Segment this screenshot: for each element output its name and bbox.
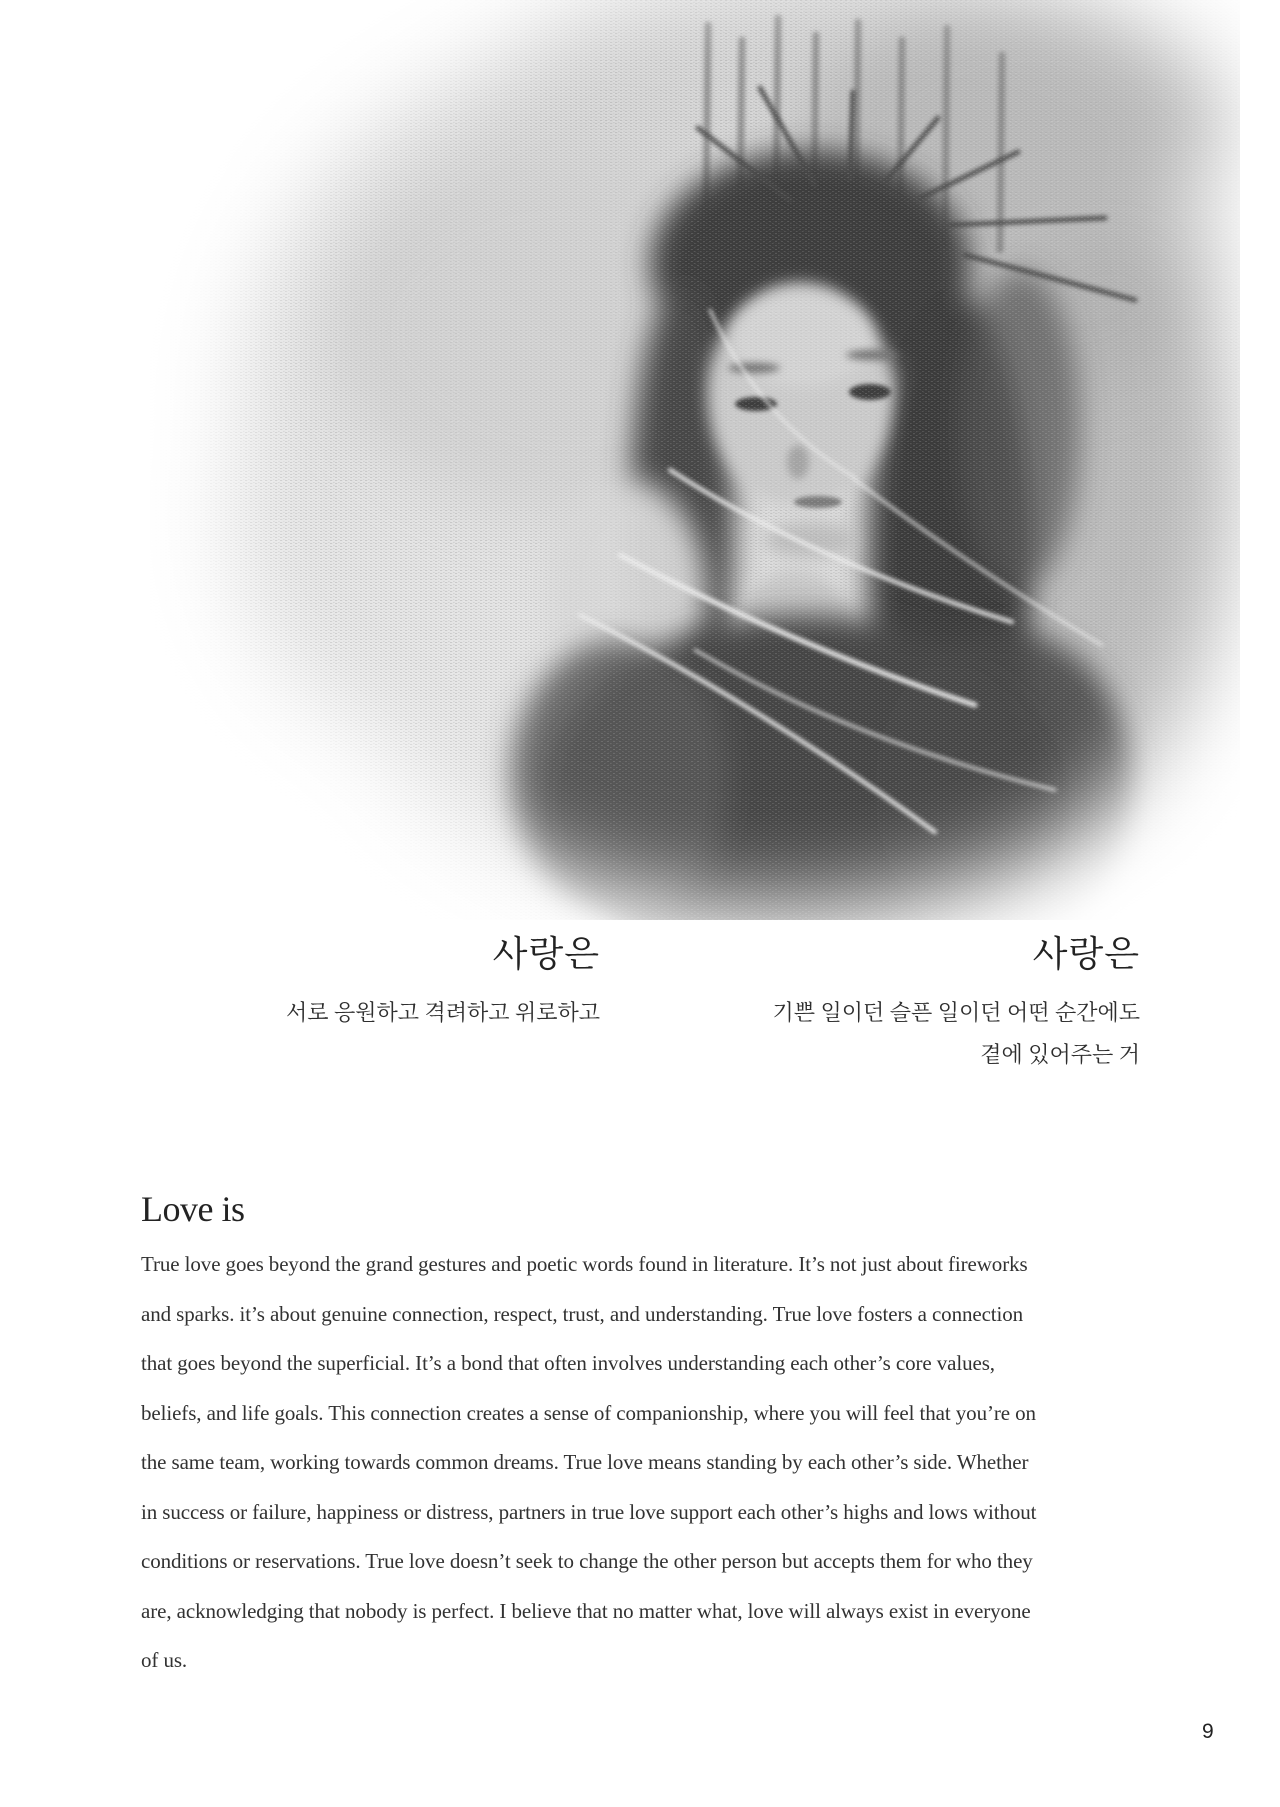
quote-left-line: 서로 응원하고 격려하고 위로하고 [285, 1000, 600, 1025]
quote-right-lines [772, 992, 1140, 1076]
paragraph-line: of us. [141, 1648, 188, 1672]
essay-title: Love is [141, 1189, 245, 1229]
quote-right-heading: 사랑은 [1032, 934, 1140, 974]
quote-block-right [772, 932, 1140, 1076]
paragraph-line: in success or failure, happiness or distress, partners in true love support each other’s highs and lows without [141, 1499, 1037, 1524]
portrait-illustration [150, 0, 1240, 920]
paragraph-line: that goes beyond the superficial. It’s a bond that often involves understanding each other’s core values, [141, 1351, 995, 1375]
paragraph-line: True love goes beyond the grand gestures and poetic words found in literature. It’s not just about fireworks [141, 1252, 1028, 1276]
quote-right-line-2: 곁에 있어주는 거 [980, 1042, 1140, 1067]
paragraph-line: and sparks. it’s about genuine connection, respect, trust, and understanding. True love fosters a connection [141, 1301, 1024, 1326]
portrait-image [150, 0, 1240, 920]
quote-right-line-1: 기쁜 일이던 슬픈 일이던 어떤 순간에도 [772, 1000, 1140, 1025]
quote-block-left [286, 932, 600, 1034]
page-number: 9 [1202, 1720, 1214, 1743]
paragraph-line: are, acknowledging that nobody is perfect. I believe that no matter what, love will always exist in everyone [141, 1598, 1031, 1623]
essay-paragraph [141, 1240, 1171, 1686]
quote-left-heading: 사랑은 [492, 934, 600, 974]
paragraph-line: the same team, working towards common dreams. True love means standing by each other’s side. Whether [141, 1450, 1029, 1474]
paragraph-line: conditions or reservations. True love doesn’t seek to change the other person but accepts them for who they [141, 1549, 1033, 1573]
paragraph-line: beliefs, and life goals. This connection creates a sense of companionship, where you will feel that you’re on [141, 1400, 1036, 1425]
